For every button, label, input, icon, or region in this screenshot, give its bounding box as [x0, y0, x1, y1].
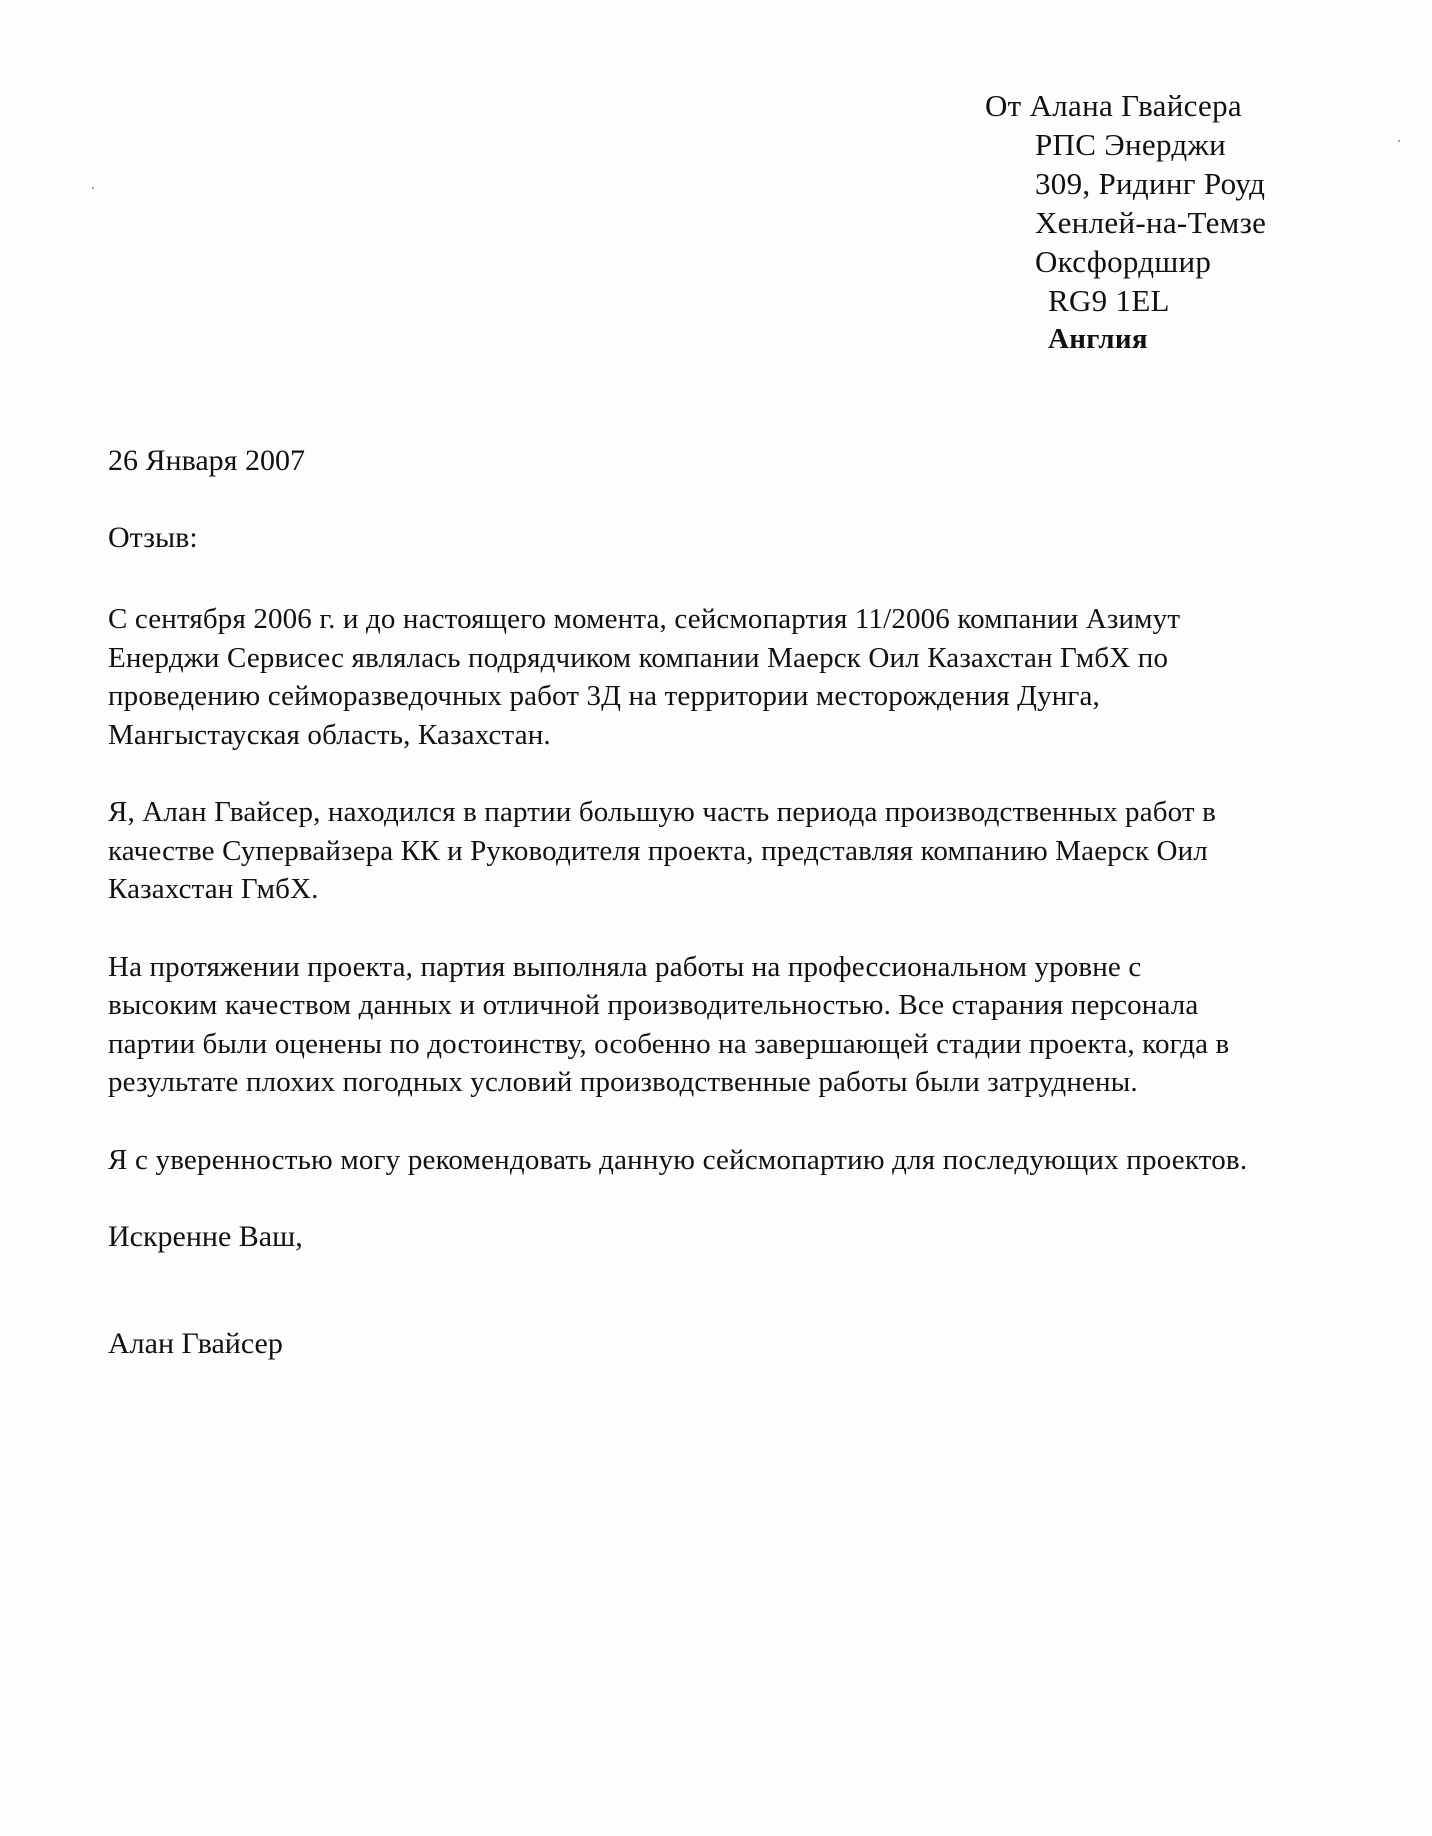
sender-street: 309, Ридинг Роуд — [1035, 166, 1266, 201]
sender-from-line: От Алана Гвайсера — [985, 88, 1242, 123]
sender-postcode: RG9 1EL — [1048, 283, 1170, 318]
letter-greeting: Отзыв: — [108, 520, 198, 554]
paragraph-performance: На протяжении проекта, партия выполняла работы на профессиональном уровне с высоким качеством данных и отличной производительностью. Все старания персонала партии были оценены по достоинству, особенно на завершающей стадии проекта, когда в результате плохих погодных условий производственные работы были затруднены. — [108, 950, 1230, 1098]
paragraph-recommendation: Я с уверенностью могу рекомендовать данную сейсмопартию для последующих проектов. — [108, 1143, 1248, 1176]
sender-address-block — [985, 86, 1266, 359]
letter-date: 26 Января 2007 — [108, 444, 305, 477]
scan-speck — [92, 187, 94, 189]
paragraph-contract: С сентября 2006 г. и до настоящего момента, сейсмопартия 11/2006 компании Азимут Енерджи Сервисес являлась подрядчиком компании Маерск Оил Казахстан ГмбХ по проведению сейморазведочных работ 3Д на территории месторождения Дунга, Мангыстауская область, Казахстан. — [108, 603, 1181, 751]
sender-county: Оксфордшир — [1035, 244, 1212, 279]
letter-body — [108, 442, 1408, 1363]
letter-signature: Алан Гвайсер — [108, 1326, 283, 1360]
sender-company: РПС Энерджи — [1035, 127, 1227, 162]
paragraph-role: Я, Алан Гвайсер, находился в партии большую часть периода производственных работ в качестве Супервайзера КК и Руководителя проекта, представляя компанию Маерск Оил Казахстан ГмбХ. — [108, 796, 1216, 905]
sender-country: Англия — [1048, 323, 1148, 355]
sender-town: Хенлей-на-Темзе — [1035, 205, 1267, 240]
scan-speck — [1398, 140, 1400, 142]
letter-closing: Искренне Ваш, — [108, 1220, 303, 1253]
